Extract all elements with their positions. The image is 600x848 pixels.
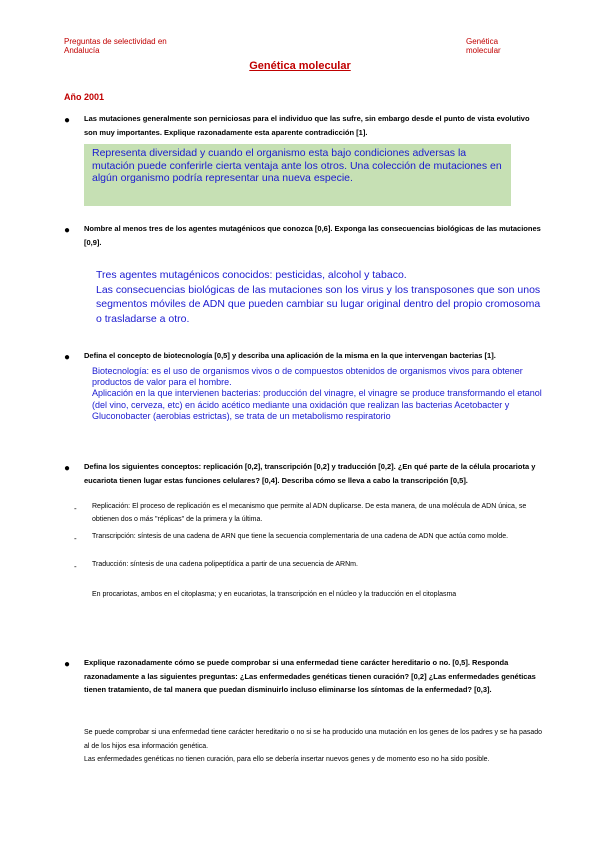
dash-icon: - [74, 562, 77, 571]
answer-5-line2: Las enfermedades genéticas no tienen curación, para ello se debería insertar nuevos genes y de momento eso no ha sido posible. [84, 756, 490, 763]
question-1: Las mutaciones generalmente son perniciosas para el individuo que las sufre, sin embargo desde el punto de vista evolutivo son muy importantes. Explique razonadamente esta aparente contradicción [1]. [84, 114, 530, 137]
header-right [466, 37, 536, 55]
question-4: Defina los siguientes conceptos: replicación [0,2], transcripción [0,2] y traducción [0,2]. ¿En qué parte de la célula procariota y eucariota tienen lugar estas funciones celulares? [0,4]. Describa cómo se lleva a cabo la transcripción [0,5]. [84, 462, 536, 485]
bullet-icon: ● [64, 225, 71, 236]
answer-3 [92, 366, 542, 422]
header-left-line2: Andalucía [64, 46, 100, 55]
bullet-icon: ● [64, 463, 71, 474]
page-title: Genética molecular [249, 60, 351, 72]
question-5: Explique razonadamente cómo se puede comprobar si una enfermedad tiene carácter hereditario o no. [0,5]. Responda razonadamente a las siguientes preguntas: ¿Las enfermedades genéticas tienen curación? [0,2] ¿Las enfermedades genéticas tienen tratamiento, de tal manera que puedan disminuirlo incluso eliminarse los síntomas de la enfermedad? [0,3]. [84, 658, 536, 694]
bullet-icon: ● [64, 659, 71, 670]
answer-5 [84, 726, 544, 767]
year-heading: Año 2001 [64, 92, 105, 102]
header-right-line2: molecular [466, 46, 501, 55]
dash-icon: - [74, 534, 77, 543]
bullet-icon: ● [64, 115, 71, 126]
dash-icon: - [74, 504, 77, 513]
question-2: Nombre al menos tres de los agentes mutagénicos que conozca [0,6]. Exponga las consecuencias biológicas de las mutaciones [0,9]. [84, 224, 541, 247]
definition-transcripcion: Transcripción: síntesis de una cadena de ARN que tiene la secuencia complementaria de una cadena de ADN que actúa como molde. [92, 533, 509, 540]
answer-1: Representa diversidad y cuando el organismo esta bajo condiciones adversas la mutación puede conferirle cierta ventaja ante los otros. Una colección de mutaciones en algún organismo podría representar una nueva especie. [92, 147, 502, 184]
answer-2-line2: Las consecuencias biológicas de las mutaciones son los virus y los transposones que son unos segmentos móviles de ADN que pueden cambiar su lugar original dentro del propio cromosoma o trasladarse a otro. [96, 283, 541, 325]
definition-traduccion: Traducción: síntesis de una cadena polipeptídica a partir de una secuencia de ARNm. [92, 561, 358, 568]
header-left [64, 37, 264, 55]
answer-3-line1: Biotecnología: es el uso de organismos vivos o de compuestos obtenidos de organismos vivos para obtener productos de valor para el hombre. [92, 366, 523, 388]
answer-2 [96, 268, 546, 326]
answer-3-line2: Aplicación en la que intervienen bacterias: producción del vinagre, el vinagre se produce transformando el etanol (del vino, cerveza, etc) en ácido acético mediante una oxidación que realizan las bacterias Acetobacter y Gluconobacter (aerobias estrictas), se trata de un metabolismo respiratorio [92, 388, 542, 421]
bullet-icon: ● [64, 352, 71, 363]
answer-4-location: En procariotas, ambos en el citoplasma; y en eucariotas, la transcripción en el núcleo y la traducción en el citoplasma [92, 591, 457, 598]
answer-5-line1: Se puede comprobar si una enfermedad tiene carácter hereditario o no si se ha producido una mutación en los genes de los padres y se ha pasado al de los hijos esa información genética. [84, 729, 543, 750]
header-right-line1: Genética [466, 37, 499, 46]
header-left-line1: Preguntas de selectividad en [64, 37, 167, 46]
answer-2-line1: Tres agentes mutagénicos conocidos: pesticidas, alcohol y tabaco. [96, 269, 407, 281]
definition-replicacion: Replicación: El proceso de replicación es el mecanismo que permite al ADN duplicarse. De esta manera, de una molécula de ADN única, se obtienen dos o más "réplicas" de la primera y la última. [92, 503, 527, 523]
question-3: Defina el concepto de biotecnología [0,5] y describa una aplicación de la misma en la que intervengan bacterias [1]. [84, 351, 496, 360]
